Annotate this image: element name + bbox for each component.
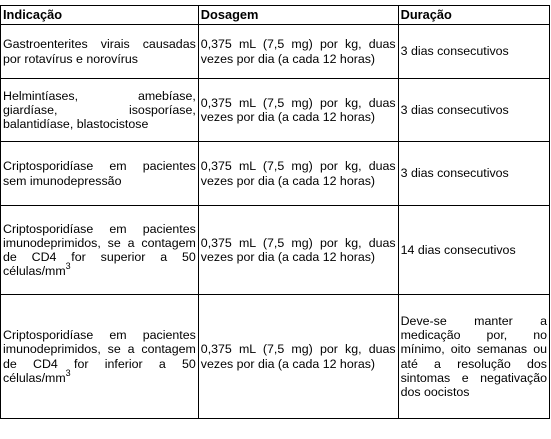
indicacao-cell: Criptosporidíase em pacientes sem imunodepressão: [1, 142, 199, 206]
table-row: [1, 25, 550, 79]
indicacao-cell: [1, 295, 199, 419]
indicacao-text: Criptosporidíase em pacientes imunodeprimidos, se a contagem de CD4 for superior a 50 células/mm: [3, 221, 196, 279]
dosagem-cell: 0,375 mL (7,5 mg) por kg, duas vezes por dia (a cada 12 horas): [198, 206, 398, 295]
superscript-3: 3: [65, 367, 71, 378]
duracao-cell: Deve-se manter a medicação por, no mínimo, oito semanas ou até a resolução dos sintomas e negativação dos oocistos: [398, 295, 549, 419]
indicacao-cell: Gastroenterites virais causadas por rotavírus e norovírus: [1, 25, 199, 79]
superscript-3: 3: [65, 261, 71, 272]
dosagem-cell: 0,375 mL (7,5 mg) por kg, duas vezes por dia (a cada 12 horas): [198, 25, 398, 79]
table-header-row: [1, 6, 550, 25]
duracao-cell: 3 dias consecutivos: [398, 25, 549, 79]
table-row: [1, 142, 550, 206]
indicacao-text: Criptosporidíase em pacientes imunodeprimidos, se a contagem de CD4 for inferior a 50 células/mm: [3, 328, 196, 385]
dosage-table: [0, 5, 550, 419]
indicacao-cell: Helmintíases, amebíase, giardíase, isosporíase, balantidíase, blastocistose: [1, 79, 199, 142]
duracao-cell: 3 dias consecutivos: [398, 142, 549, 206]
duracao-cell: 3 dias consecutivos: [398, 79, 549, 142]
table-row: [1, 206, 550, 295]
header-duracao: Duração: [398, 6, 549, 25]
indicacao-cell: [1, 206, 199, 295]
table-row: [1, 295, 550, 419]
dosagem-cell: 0,375 mL (7,5 mg) por kg, duas vezes por dia (a cada 12 horas): [198, 295, 398, 419]
duracao-cell: 14 dias consecutivos: [398, 206, 549, 295]
table-row: [1, 79, 550, 142]
header-indicacao: Indicação: [1, 6, 199, 25]
dosagem-cell: 0,375 mL (7,5 mg) por kg, duas vezes por dia (a cada 12 horas): [198, 79, 398, 142]
header-dosagem: Dosagem: [198, 6, 398, 25]
dosagem-cell: 0,375 mL (7,5 mg) por kg, duas vezes por dia (a cada 12 horas): [198, 142, 398, 206]
